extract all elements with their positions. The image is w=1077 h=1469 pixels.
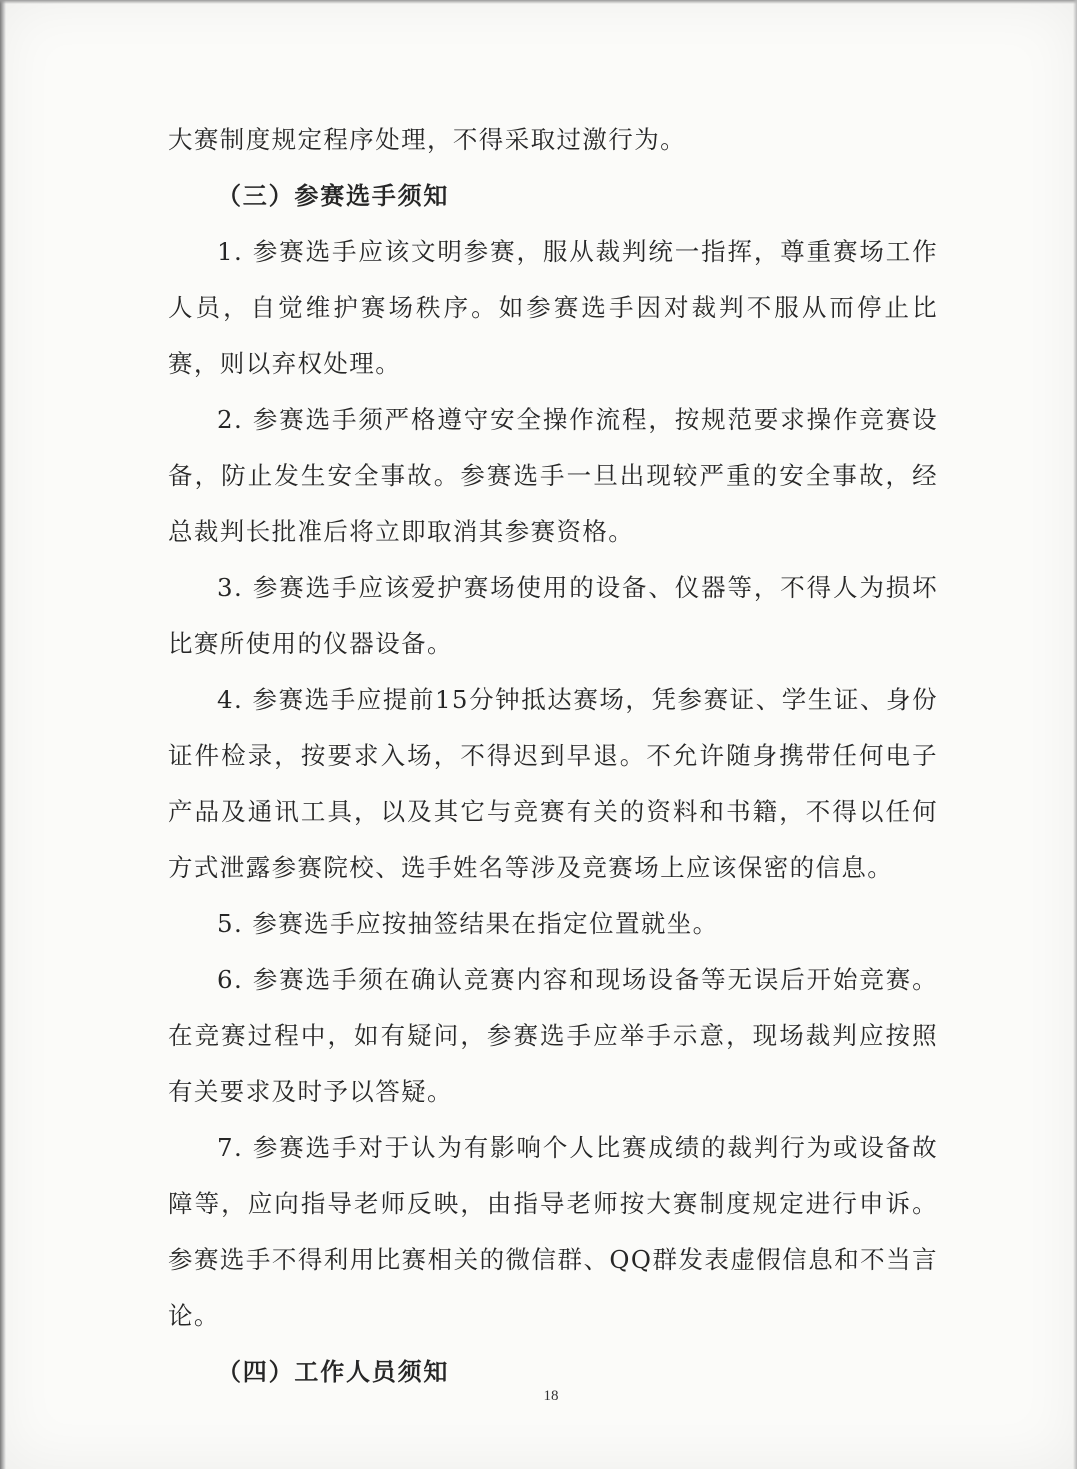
rule-item-7: 7. 参赛选手对于认为有影响个人比赛成绩的裁判行为或设备故障等，应向指导老师反映，由指导老师按大赛制度规定进行申诉。参赛选手不得利用比赛相关的微信群、QQ群发表虚假信息和不当言论。: [168, 1133, 938, 1330]
page-top-edge-shadow: [0, 0, 1077, 4]
section-heading-staff-notice: （四）工作人员须知: [217, 1358, 450, 1386]
rule-item-5: 5. 参赛选手应按抽签结果在指定位置就坐。: [217, 909, 719, 938]
page-right-edge-shadow: [1073, 0, 1077, 1469]
rule-item-6: 6. 参赛选手须在确认竞赛内容和现场设备等无误后开始竞赛。在竞赛过程中，如有疑问，参赛选手应举手示意，现场裁判应按照有关要求及时予以答疑。: [168, 965, 938, 1106]
page-number: 18: [543, 1388, 559, 1404]
rule-item-4: 4. 参赛选手应提前15分钟抵达赛场，凭参赛证、学生证、身份证件检录，按要求入场，不得迟到早退。不允许随身携带任何电子产品及通讯工具，以及其它与竞赛有关的资料和书籍，不得以任何方式泄露参赛院校、选手姓名等涉及竞赛场上应该保密的信息。: [168, 685, 938, 882]
paragraph-continuation: 大赛制度规定程序处理，不得采取过激行为。: [168, 125, 686, 154]
rule-item-2: 2. 参赛选手须严格遵守安全操作流程，按规范要求操作竞赛设备，防止发生安全事故。参赛选手一旦出现较严重的安全事故，经总裁判长批准后将立即取消其参赛资格。: [168, 405, 938, 546]
rule-item-3: 3. 参赛选手应该爱护赛场使用的设备、仪器等，不得人为损坏比赛所使用的仪器设备。: [168, 573, 938, 658]
page-left-edge-shadow: [0, 0, 6, 1469]
document-body: [168, 112, 938, 1400]
rule-item-1: 1. 参赛选手应该文明参赛，服从裁判统一指挥，尊重赛场工作人员，自觉维护赛场秩序。如参赛选手因对裁判不服从而停止比赛，则以弃权处理。: [168, 237, 938, 378]
section-heading-contestant-notice: （三）参赛选手须知: [217, 182, 450, 210]
